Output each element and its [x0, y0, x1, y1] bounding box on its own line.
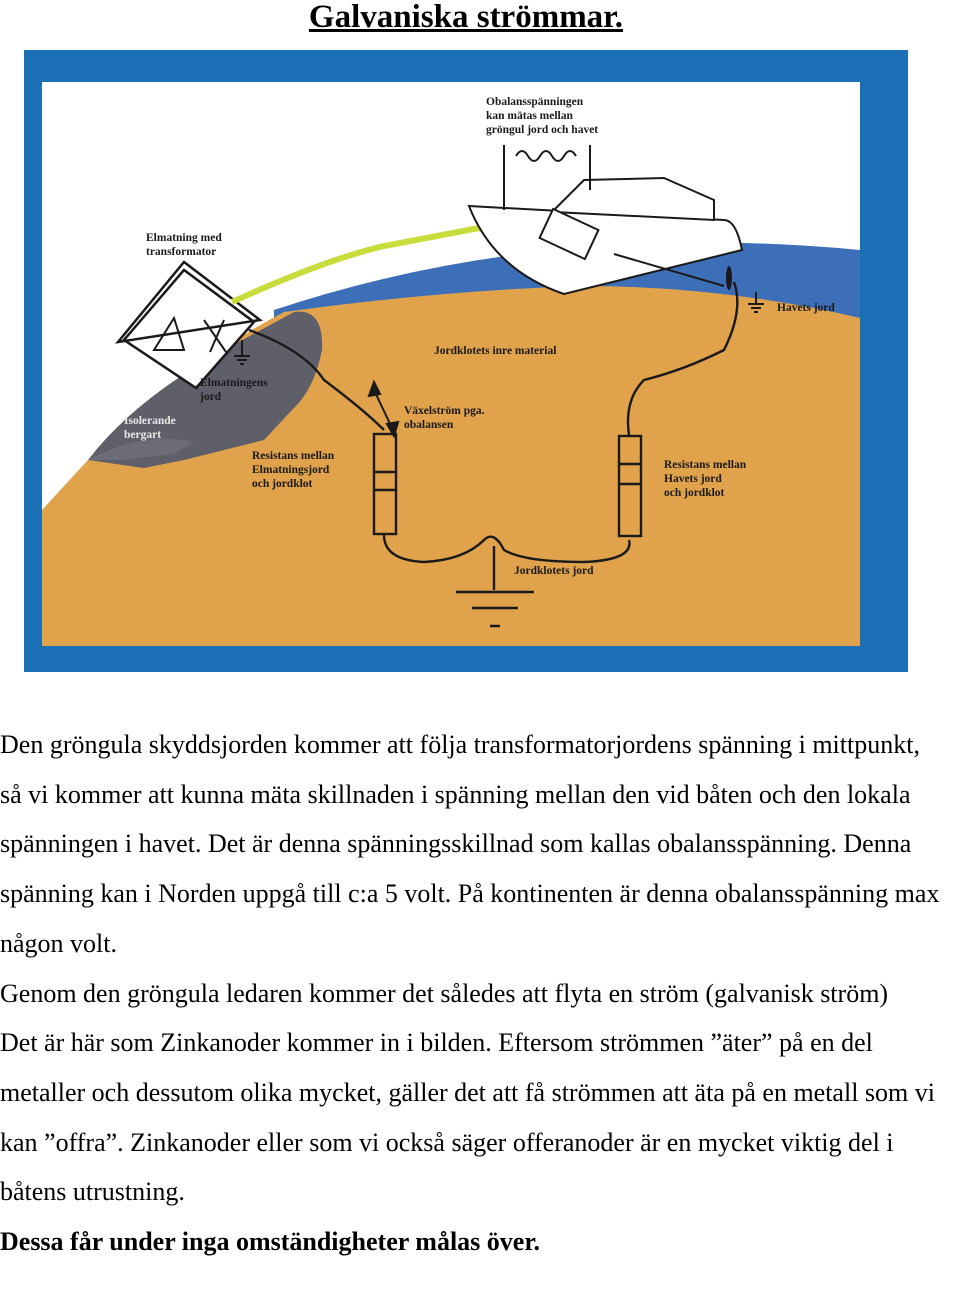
galvanic-current-diagram	[24, 50, 908, 672]
label-jordklotets-jord: Jordklotets jord	[514, 565, 594, 577]
body-text	[0, 720, 940, 1267]
paragraph-warning: Dessa får under inga omständigheter målas över.	[0, 1227, 540, 1257]
label-res-left-1: Resistans mellan	[252, 450, 335, 462]
page-title: Galvaniska strömmar.	[308, 0, 624, 35]
label-vaxelstrom-1: Växelström pga.	[404, 405, 485, 417]
paragraph-obalansspanning: Den gröngula skyddsjorden kommer att följa transformatorjordens spänning i mittpunkt, så vi kommer att kunna mäta skillnaden i spänning mellan den vid båten och den lokala spänningen i havet. Det är denna spänningsskillnad som kallas obalansspänning. Denna spänning kan i Norden uppgå till c:a 5 volt. På kontinenten är denna obalansspänning max någon volt.	[0, 730, 940, 958]
label-inre-material: Jordklotets inre material	[434, 345, 557, 357]
label-elmatningens-1: Elmatningens	[200, 377, 268, 389]
label-obalans-3: gröngul jord och havet	[486, 124, 599, 136]
label-elmatningens-2: jord	[200, 391, 222, 403]
paragraph-zinkanoder: Det är här som Zinkanoder kommer in i bilden. Eftersom strömmen ”äter” på en del metaller och dessutom olika mycket, gäller det att få strömmen att äta på en metall som vi kan ”offra”. Zinkanoder eller som vi också säger offeranoder är en mycket viktig del i båtens utrustning.	[0, 1028, 935, 1207]
label-elmatning-1: Elmatning med	[146, 232, 222, 244]
label-res-right-3: och jordklot	[664, 487, 725, 499]
label-res-right-1: Resistans mellan	[664, 459, 747, 471]
label-res-left-3: och jordklot	[252, 478, 313, 490]
paragraph-galvanisk-strom: Genom den gröngula ledaren kommer det således att flyta en ström (galvanisk ström)	[0, 978, 889, 1008]
label-havets-jord: Havets jord	[777, 302, 835, 314]
label-obalans-1: Obalansspänningen	[486, 96, 584, 108]
label-isolerande-2: bergart	[124, 429, 162, 441]
label-vaxelstrom-2: obalansen	[404, 419, 454, 431]
label-res-left-2: Elmatningsjord	[252, 464, 330, 476]
label-elmatning-2: transformator	[146, 246, 217, 258]
label-obalans-2: kan mätas mellan	[486, 110, 573, 122]
label-res-right-2: Havets jord	[664, 473, 722, 485]
label-isolerande-1: Isolerande	[124, 415, 176, 427]
propeller	[726, 266, 732, 290]
